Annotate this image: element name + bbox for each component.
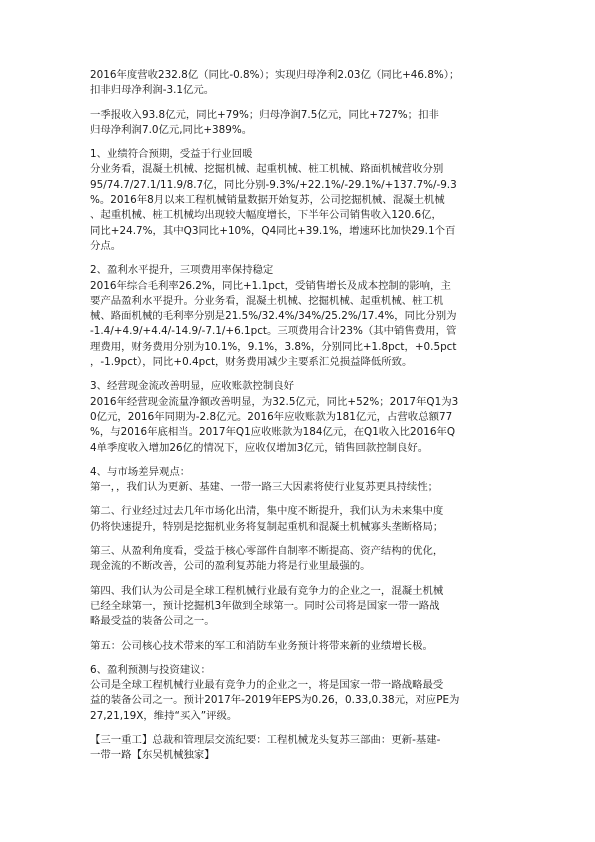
text-line: 第四、我们认为公司是全球工程机械行业最有竞争力的企业之一，混凝土机械 [90,584,444,597]
section-3-cashflow [90,379,515,455]
text-line: 4单季度收入增加26亿的情况下，应收仅增加3亿元，销售回款控制良好。 [90,441,429,454]
paragraph-related-title [90,733,515,764]
text-line: -1.4/+4.9/+4.4/-14.9/-7.1/+6.1pct。三项费用合计23%（其中销售费用，管 [90,325,457,338]
text-line: 要产品盈利水平提升。分业务看，混凝土机械、挖掘机械、起重机械、桩工机 [90,294,444,307]
text-line: 同比+24.7%，其中Q3同比+10%，Q4同比+39.1%，增速环比加快29.1个百 [90,224,456,237]
section-heading: 2、盈利水平提升，三项费用率保持稳定 [90,264,274,277]
text-line: 公司是全球工程机械行业最有竞争力的企业之一，将是国家一带一路战略最受 [90,679,444,692]
paragraph-view-5 [90,639,515,654]
text-line: 理费用，财务费用分别为10.1%，9.1%，3.8%，分别同比+1.8pct，+0.5pct [90,340,457,353]
text-line: 归母净利润7.0亿元,同比+389%。 [90,123,253,136]
text-line: 略最受益的装备公司之一。 [90,615,215,628]
text-line: 一季报收入93.8亿元，同比+79%；归母净润7.5亿元，同比+727%；扣非 [90,108,439,121]
text-line: 2016年度营收232.8亿（同比-0.8%）；实现归母净利2.03亿（同比+46.8%）； [90,69,460,81]
text-line: 第一，，我们认为更新、基建、一带一路三大因素将使行业复苏更具持续性； [90,481,439,494]
text-line: %。2016年8月以来工程机械销量数据开始复苏，公司挖掘机械、混凝土机械 [90,194,445,207]
text-line: %，与2016年底相当。2017年Q1应收账款为184亿元，在Q1收入比2016年Q [90,426,455,439]
section-heading: 1、业绩符合预期，受益于行业回暖 [90,148,253,161]
text-line: 、起重机械、桩工机械均出现较大幅度增长，下半年公司销售收入120.6亿， [90,209,442,222]
section-heading: 6、盈利预测与投资建议： [90,663,211,676]
text-line: 已经全球第一，预计挖掘机3年做到全球第一。同时公司将是国家一带一路战 [90,599,440,612]
text-line: 一带一路【东吴机械独家】 [90,749,215,762]
text-line: 仍将快速提升，特别是挖掘机业务将复制起重机和混凝土机械寡头垄断格局； [90,520,444,533]
text-line: 械、路面机械的毛利率分别是21.5%/32.4%/34%/25.2%/17.4%，同比分别为 [90,310,457,323]
section-1-performance [90,147,515,254]
text-line: 现金流的不断改善，公司的盈利复苏能力将是行业里最强的。 [90,560,371,573]
text-line: 第三、从盈利角度看，受益于核心零部件自制率不断提高、资产结构的优化， [90,545,444,558]
paragraph-q1-report [90,108,515,139]
section-heading: 3、经营现金流改善明显，应收账款控制良好 [90,380,295,393]
section-heading: 4、与市场差异观点： [90,465,191,478]
section-4-market-views [90,465,515,496]
paragraph-view-4 [90,584,515,630]
text-line: 分点。 [90,239,122,252]
section-6-forecast [90,663,515,724]
text-line: 2016年综合毛利率26.2%，同比+1.1pct，受销售增长及成本控制的影响，主 [90,279,451,292]
text-line: 第五：公司核心技术带来的军工和消防车业务预计将带来新的业绩增长极。 [90,639,433,652]
text-line: 0亿元，2016年同期为-2.8亿元。2016年应收账款为181亿元，占营收总额77 [90,410,453,423]
text-line: 分业务看，混凝土机械、挖掘机械、起重机械、桩工机械、路面机械营收分别 [90,163,444,176]
text-line: 【三一重工】总裁和管理层交流纪要：工程机械龙头复苏三部曲：更新-基建- [90,733,441,746]
text-line: 第二、行业经过过去几年市场化出清，集中度不断提升，我们认为未来集中度 [90,505,444,518]
paragraph-revenue-2016 [90,68,515,99]
paragraph-view-2 [90,504,515,535]
text-line: 扣非归母净利润-3.1亿元。 [90,84,215,97]
text-line: 益的装备公司之一。预计2017年-2019年EPS为0.26，0.33,0.38元，对应PE为 [90,694,460,707]
section-2-profitability [90,263,515,370]
text-line: 95/74.7/27.1/11.9/8.7亿，同比分别-9.3%/+22.1%/-29.1%/+137.7%/-9.3 [90,178,457,191]
text-line: 27,21,19X，维持“买入”评级。 [90,709,238,722]
text-line: 2016年经营现金流量净额改善明显，为32.5亿元，同比+52%；2017年Q1为3 [90,395,459,408]
text-line: ，-1.9pct），同比+0.4pct，财务费用减少主要系汇兑损益降低所致。 [90,356,413,369]
paragraph-view-3 [90,544,515,575]
